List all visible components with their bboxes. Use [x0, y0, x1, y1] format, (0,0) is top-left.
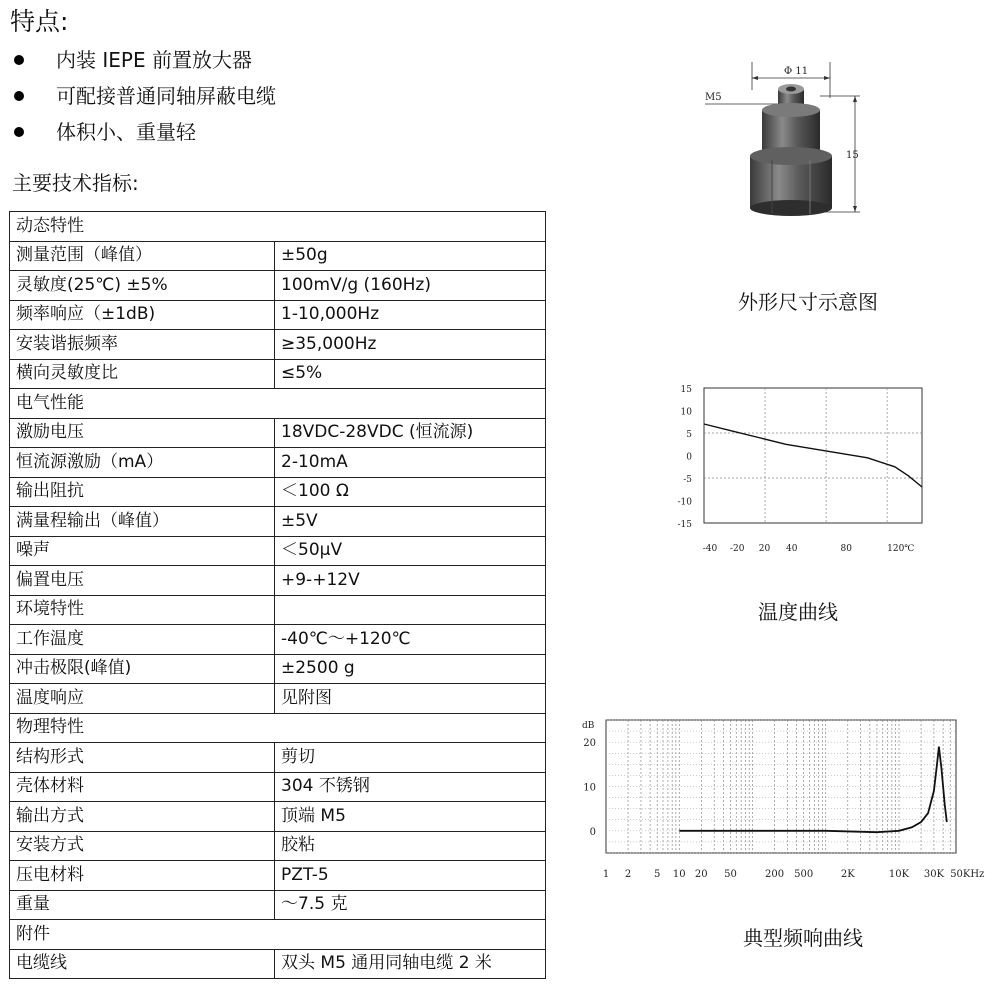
- temperature-chart-caption: 温度曲线: [758, 600, 838, 624]
- spec-label: 压电材料: [10, 861, 275, 891]
- spec-section-label: 电气性能: [10, 389, 546, 419]
- spec-value: ±50g: [275, 241, 546, 271]
- spec-value: [275, 595, 546, 625]
- spec-row: [10, 684, 546, 714]
- spec-label: 噪声: [10, 536, 275, 566]
- spec-label: 激励电压: [10, 418, 275, 448]
- spec-section-label: 物理特性: [10, 713, 546, 743]
- temperature-chart: [660, 380, 950, 565]
- feature-list: [14, 42, 276, 150]
- spec-title: 主要技术指标:: [12, 171, 139, 195]
- spec-value: 见附图: [275, 684, 546, 714]
- spec-section-row: [10, 713, 546, 743]
- bullet-icon: [14, 91, 24, 101]
- x-tick-label: 200: [765, 869, 785, 880]
- spec-row: [10, 241, 546, 271]
- spec-value: 双头 M5 通用同轴电缆 2 米: [275, 949, 546, 979]
- spec-value: ≥35,000Hz: [275, 330, 546, 360]
- spec-row: [10, 861, 546, 891]
- spec-label: 输出方式: [10, 802, 275, 832]
- dimension-caption: 外形尺寸示意图: [738, 290, 878, 314]
- x-tick-label: 80: [840, 544, 852, 554]
- y-tick-label: 0: [589, 826, 596, 838]
- spec-section-label: 附件: [10, 920, 546, 950]
- spec-label: 横向灵敏度比: [10, 359, 275, 389]
- y-tick-label: 15: [680, 385, 692, 395]
- y-tick-label: 20: [583, 738, 596, 750]
- feature-item: 可配接普通同轴屏蔽电缆: [14, 78, 276, 114]
- y-tick-label: 10: [680, 407, 692, 418]
- spec-value: +9-+12V: [275, 566, 546, 596]
- x-tick-label: 20: [694, 869, 708, 880]
- spec-row: [10, 595, 546, 625]
- spec-section-label: 动态特性: [10, 212, 546, 242]
- spec-label: 壳体材料: [10, 772, 275, 802]
- spec-label: 恒流源激励（mA）: [10, 448, 275, 478]
- bullet-icon: [14, 127, 24, 137]
- x-tick-label: 50: [724, 869, 737, 880]
- x-tick-label: 2: [624, 869, 632, 880]
- spec-label: 工作温度: [10, 625, 275, 655]
- spec-row: [10, 566, 546, 596]
- spec-row: [10, 330, 546, 360]
- spec-row: [10, 477, 546, 507]
- spec-label: 满量程输出（峰值）: [10, 507, 275, 537]
- feature-item: 体积小、重量轻: [14, 114, 276, 150]
- y-axis-label: dB: [582, 721, 595, 731]
- spec-value: ＜100 Ω: [275, 477, 546, 507]
- spec-label: 测量范围（峰值）: [10, 241, 275, 271]
- spec-label: 温度响应: [10, 684, 275, 714]
- spec-label: 安装方式: [10, 831, 275, 861]
- bullet-icon: [14, 55, 24, 65]
- frequency-chart-caption: 典型频响曲线: [743, 926, 863, 950]
- spec-section-row: [10, 920, 546, 950]
- feature-item: 内装 IEPE 前置放大器: [14, 42, 276, 78]
- spec-value: 18VDC-28VDC (恒流源): [275, 418, 546, 448]
- sensor-dimension-drawing: [700, 60, 880, 220]
- x-tick-label: 20: [758, 544, 771, 554]
- spec-row: [10, 743, 546, 773]
- spec-section-row: [10, 389, 546, 419]
- spec-row: [10, 271, 546, 301]
- x-tick-label: -20: [730, 544, 745, 554]
- spec-label: 电缆线: [10, 949, 275, 979]
- spec-row: [10, 949, 546, 979]
- spec-label: 重量: [10, 890, 275, 920]
- y-tick-label: -5: [683, 475, 692, 485]
- frequency-response-curve: [679, 747, 947, 833]
- spec-value: 304 不锈钢: [275, 772, 546, 802]
- x-tick-label: 30K: [923, 869, 945, 880]
- thread-label: M5: [705, 92, 722, 103]
- spec-value: 2-10mA: [275, 448, 546, 478]
- spec-row: [10, 772, 546, 802]
- temperature-curve: [704, 424, 922, 487]
- spec-table: [9, 211, 546, 979]
- spec-label: 频率响应（±1dB): [10, 300, 275, 330]
- spec-label: 偏置电压: [10, 566, 275, 596]
- x-tick-label: 120℃: [887, 544, 915, 554]
- y-tick-label: -15: [677, 520, 692, 530]
- spec-value: ≤5%: [275, 359, 546, 389]
- x-tick-label: 500: [794, 869, 814, 880]
- spec-value: 剪切: [275, 743, 546, 773]
- spec-value: 胶粘: [275, 831, 546, 861]
- spec-value: ＜50μV: [275, 536, 546, 566]
- spec-row: [10, 802, 546, 832]
- y-tick-label: -10: [677, 497, 692, 508]
- spec-value: -40℃～+120℃: [275, 625, 546, 655]
- x-tick-label: 2K: [840, 869, 855, 880]
- spec-label: 结构形式: [10, 743, 275, 773]
- x-tick-label: 10: [672, 869, 686, 880]
- x-tick-label: 10K: [888, 869, 910, 880]
- spec-value: ±2500 g: [275, 654, 546, 684]
- spec-section-row: [10, 212, 546, 242]
- spec-value: ～7.5 克: [275, 890, 546, 920]
- spec-label: 输出阻抗: [10, 477, 275, 507]
- spec-row: [10, 625, 546, 655]
- spec-label: 环境特性: [10, 595, 275, 625]
- x-tick-label: -40: [702, 544, 718, 554]
- x-tick-label: 5: [654, 869, 661, 880]
- spec-row: [10, 890, 546, 920]
- spec-value: 1-10,000Hz: [275, 300, 546, 330]
- spec-row: [10, 831, 546, 861]
- x-tick-label: 50KHz: [950, 869, 985, 880]
- spec-row: [10, 448, 546, 478]
- spec-row: [10, 300, 546, 330]
- height-label: 15: [846, 150, 859, 161]
- spec-row: [10, 418, 546, 448]
- diameter-label: Φ 11: [784, 66, 809, 77]
- features-title: 特点:: [10, 7, 69, 36]
- plot-frame: [704, 388, 922, 523]
- x-tick-label: 40: [786, 544, 798, 554]
- spec-label: 安装谐振频率: [10, 330, 275, 360]
- spec-row: [10, 536, 546, 566]
- y-tick-label: 10: [583, 782, 596, 794]
- x-tick-label: 1: [602, 869, 610, 880]
- spec-value: PZT-5: [275, 861, 546, 891]
- y-tick-label: 5: [686, 430, 692, 440]
- spec-value: ±5V: [275, 507, 546, 537]
- spec-row: [10, 359, 546, 389]
- y-tick-label: 0: [686, 452, 692, 463]
- spec-label: 冲击极限(峰值): [10, 654, 275, 684]
- spec-label: 灵敏度(25℃) ±5%: [10, 271, 275, 301]
- frequency-response-chart: [570, 712, 995, 887]
- spec-row: [10, 654, 546, 684]
- spec-value: 100mV/g (160Hz): [275, 271, 546, 301]
- spec-row: [10, 507, 546, 537]
- spec-value: 顶端 M5: [275, 802, 546, 832]
